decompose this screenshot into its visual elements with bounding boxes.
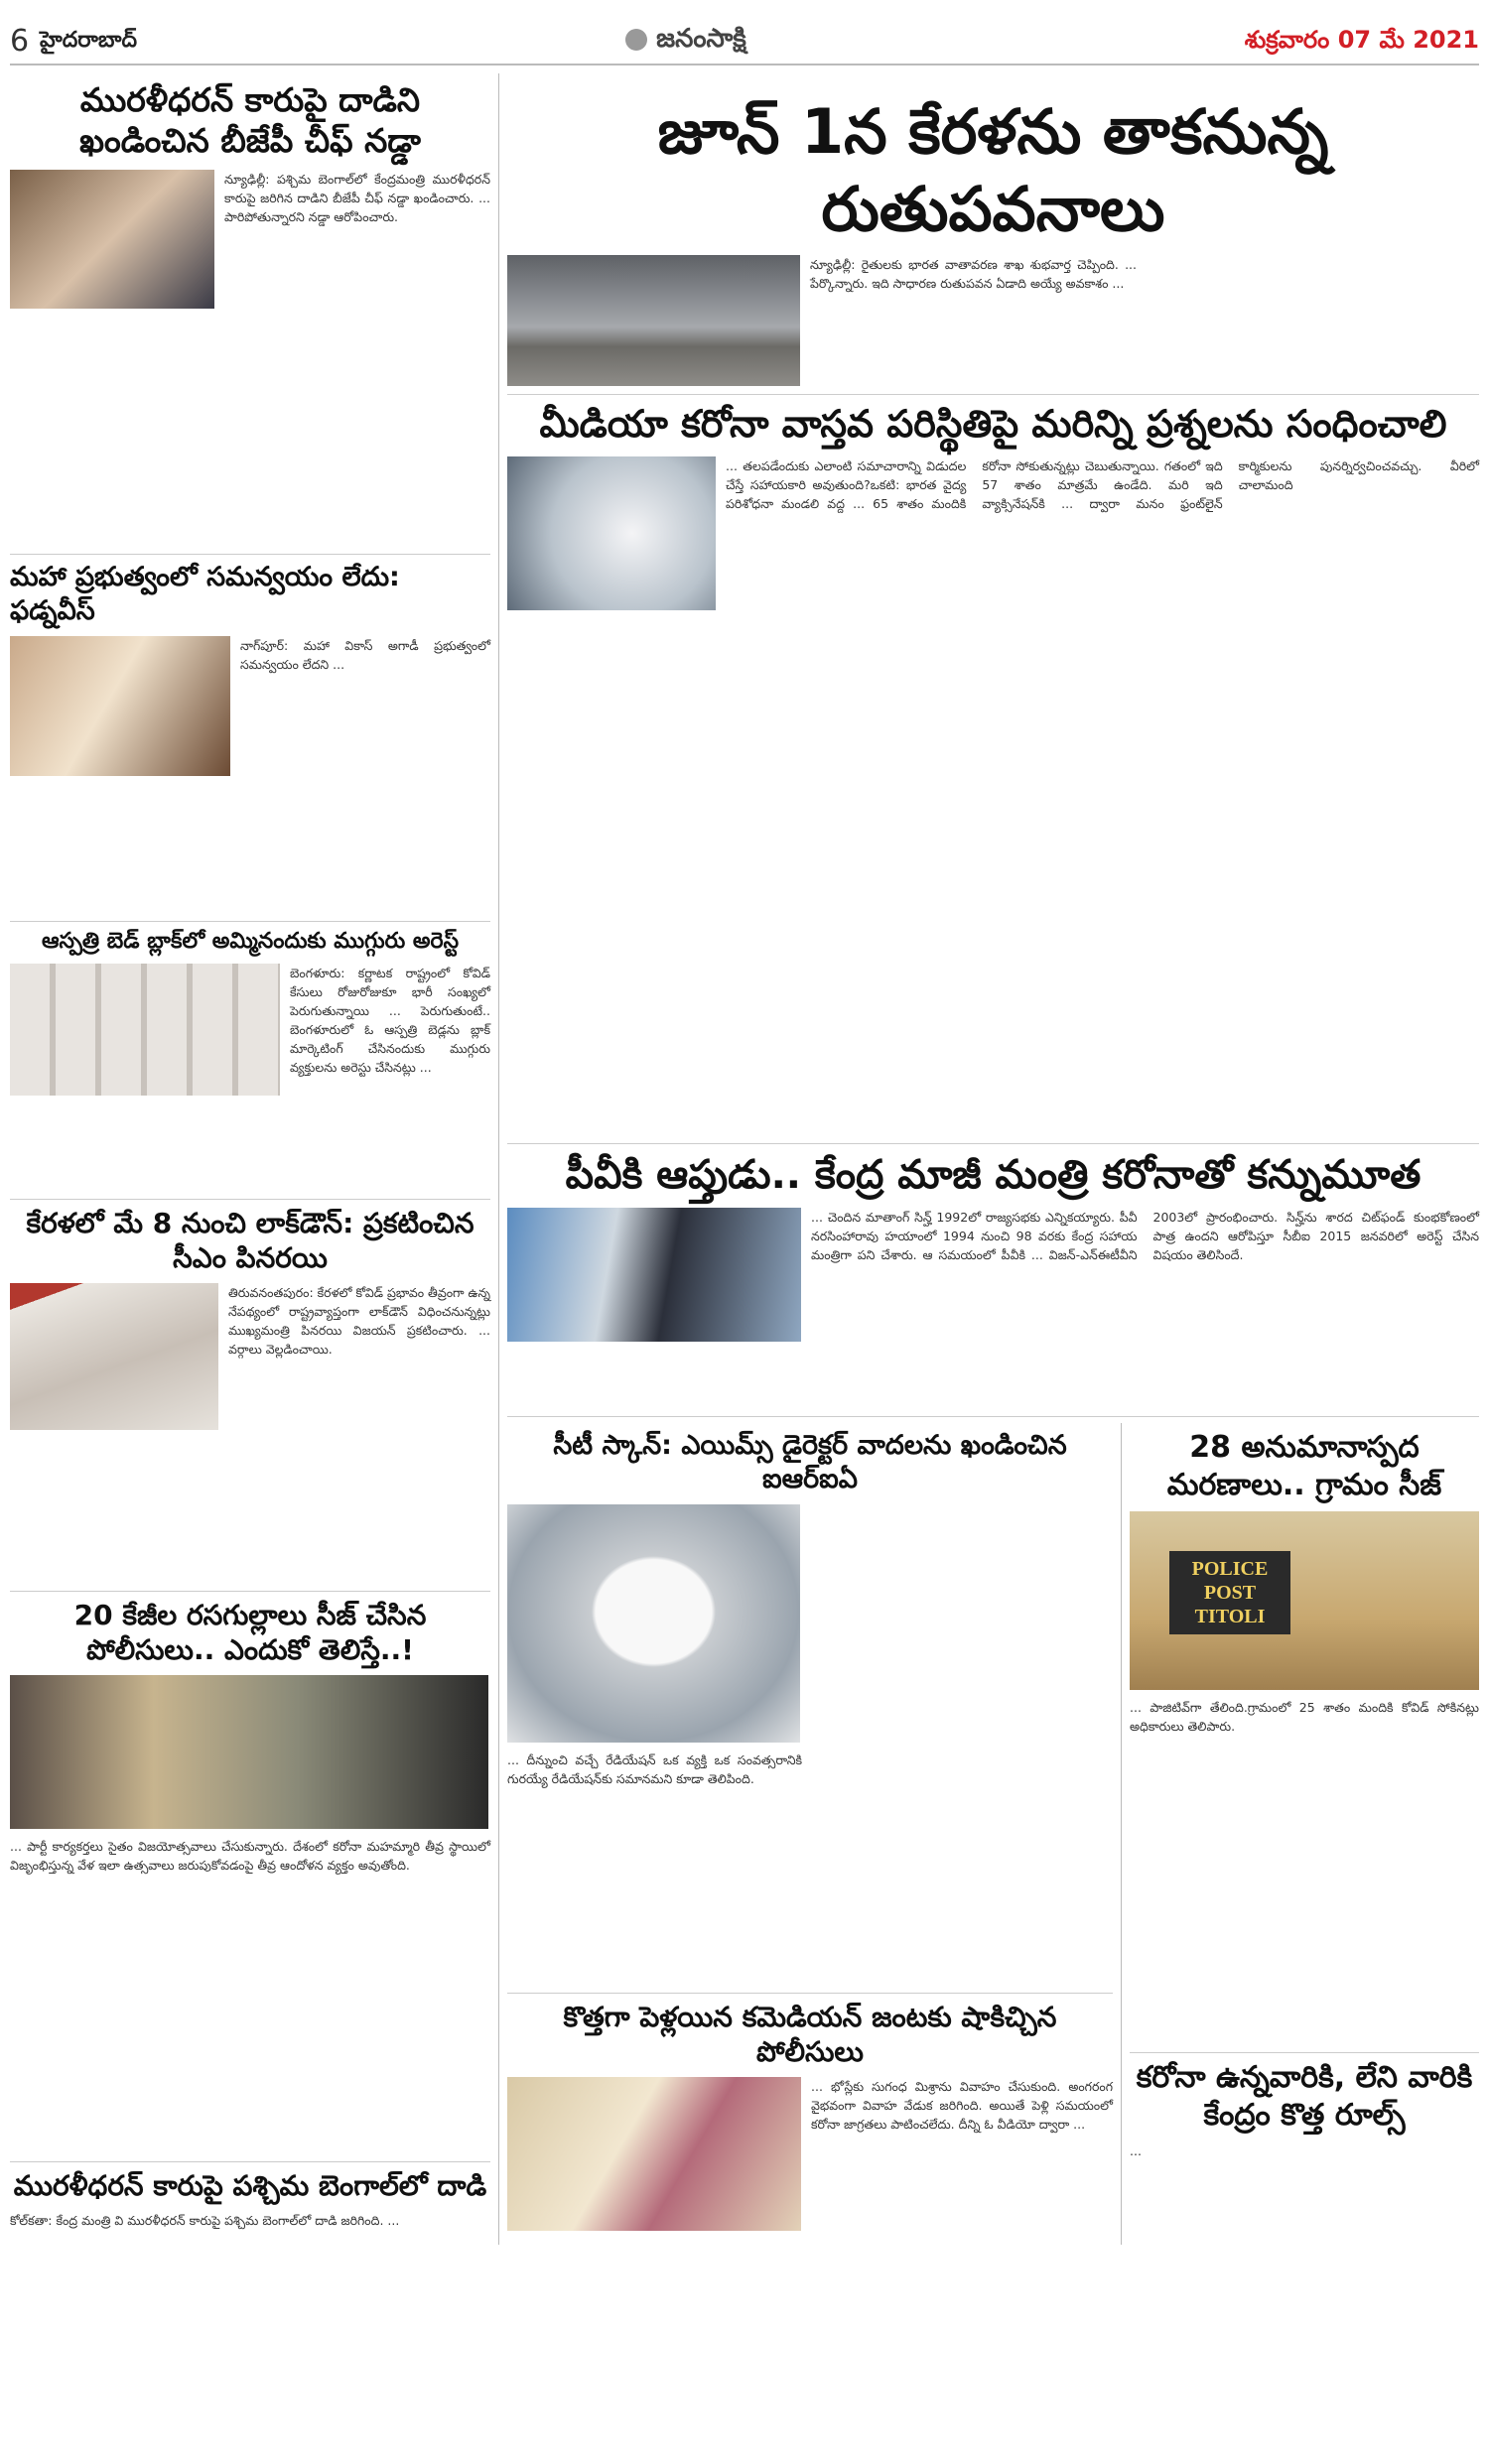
article-former-minister [507, 1150, 1479, 1417]
page-number: 6 [10, 24, 30, 59]
main-column [499, 73, 1479, 2245]
article-headline: 28 అనుమానాస్పద మరణాలు.. గ్రామం సీజ్ [1166, 1430, 1442, 1502]
left-column [10, 73, 499, 2245]
page-header [10, 20, 1479, 65]
masthead-logo [625, 24, 746, 60]
article-headline: సీటీ స్కాన్: ఎయిమ్స్ డైరెక్టర్ వాదలను ఖండించిన ఐఆర్ఐఏ [553, 1430, 1067, 1494]
article-village-seal [1130, 1429, 1479, 2053]
article-bengal-attack [10, 2168, 490, 2238]
article-body: తిరువనంతపురం: కేరళలో కోవిడ్ ప్రభావం తీవ్రంగా ఉన్న నేపథ్యంలో రాష్ట్రవ్యాప్తంగా లాక్‌డౌన్ విధించనున్నట్లు ముఖ్యమంత్రి పినరయి విజయన్ ప్రకటించారు. ... వర్గాలు వెల్లడించాయి. [228, 1285, 490, 1357]
article-headline: కొత్తగా పెళ్లయిన కమెడియన్ జంటకు షాకిచ్చిన పోలీసులు [563, 2001, 1057, 2068]
article-ct-scan [507, 1429, 1113, 1994]
article-photo [10, 1675, 488, 1829]
article-body: బెంగళూరు: కర్ణాటక రాష్ట్రంలో కోవిడ్ కేసులు రోజురోజుకూ భారీ సంఖ్యలో పెరుగుతున్నాయి ... పెరుగుతుంటే.. బెంగళూరులో ఓ ఆస్పత్రి బెడ్లను బ్లాక్ మార్కెటింగ్ చేసినందుకు ముగ్గురు వ్యక్తులను అరెస్టు చేసినట్లు ... [290, 965, 490, 1075]
article-fadnavis [10, 561, 490, 922]
article-body: ... తలపడేందుకు ఎలాంటి సమాచారాన్ని విడుదల చేస్తే సహాయకారి అవుతుంది?ఒకటి: భారత వైద్య పరిశోధనా మండలి వద్ద ... 65 శాతం మందికి కరోనా సోకుతున్నట్లు చెబుతున్నాయి. గతంలో ఇది 57 శాతం మాత్రమే ఉండేది. మరి ఇది వ్యాక్సినేషన్‌కి ... ద్వారా మనం ఫ్రంట్‌లైన్ కార్మికులను పునర్నిర్వచించవచ్చు. వీరిలో చాలామంది [726, 457, 1479, 511]
article-photo [507, 2077, 801, 2231]
article-monsoon [507, 93, 1479, 395]
issue-date: శుక్రవారం 07 మే 2021 [1244, 26, 1479, 54]
article-body: ... భోస్లేకు సుగంధ మిశ్రాను వివాహం చేసుకుంది. అంగరంగ వైభవంగా వివాహ వేడుక జరిగింది. అయితే పెళ్లి సమయంలో కరోనా జాగ్రతలు పాటించలేదు. దీన్ని ఓ వీడియో ద్వారా ... [811, 2079, 1113, 2132]
article-headline: మహా ప్రభుత్వంలో సమన్వయం లేదు: ఫడ్నవీస్ [10, 562, 400, 626]
article-body: కోల్‌కతా: కేంద్ర మంత్రి వి మురళీధరన్ కారుపై పశ్చిమ బెంగాల్‌లో దాడి జరిగింది. ... [10, 2213, 400, 2228]
article-body: న్యూఢిల్లీ: రైతులకు భారత వాతావరణ శాఖ శుభవార్త చెప్పింది. ... పేర్కొన్నారు. ఇది సాధారణ రుతుపవన ఏడాది అయ్యే అవకాశం ... [810, 257, 1137, 291]
lead-headline: జూన్ 1న కేరళను తాకనున్న రుతుపవనాలు [657, 95, 1329, 245]
article-body: న్యూఢిల్లీ: పశ్చిమ బెంగాల్‌లో కేంద్రమంత్రి మురళీధరన్ కారుపై జరిగిన దాడిని బీజేపీ చీఫ్ నడ్డా ఖండించారు. ... పారిపోతున్నారని నడ్డా ఆరోపించారు. [224, 171, 490, 224]
article-photo [10, 636, 230, 776]
article-photo [507, 1504, 800, 1743]
masthead-title: జనంసాక్షి [656, 24, 746, 54]
article-photo [10, 1283, 218, 1430]
article-media-corona [507, 401, 1479, 1144]
article-headline: కరోనా ఉన్నవారికి, లేని వారికి కేంద్రం కొత్త రూల్స్ [1136, 2060, 1473, 2133]
edition-label: హైదరాబాద్ [40, 28, 137, 53]
article-headline: ఆస్పత్రి బెడ్ బ్లాక్‌లో అమ్మినందుకు ముగ్గురు అరెస్ట్ [41, 929, 460, 954]
article-body: ... దీన్నుంచి వచ్చే రేడియేషన్ ఒక వ్యక్తి ఒక సంవత్సరానికి గురయ్యే రేడియేషన్‌కు సమానమని కూడా తెలిపింది. [507, 1751, 802, 1786]
article-headline: మురళీధరన్ కారుపై దాడిని ఖండించిన బీజేపీ చీఫ్ నడ్డా [79, 80, 421, 161]
article-body: ... పాజిటివ్‌గా తేలింది.గ్రామంలో 25 శాతం మందికి కోవిడ్ సోకినట్లు అధికారులు తెలిపారు. [1130, 1700, 1479, 1734]
article-new-rules [1130, 2059, 1479, 2168]
article-body: ... చెందిన మాతాంగ్ సిన్హ్ 1992లో రాజ్యసభకు ఎన్నికయ్యారు. పీవీ నరసింహారావు హయాంలో 1994 నుంచి 98 వరకు కేంద్ర సహాయ మంత్రిగా పని చేశారు. ఆ సమయంలో పీవీకి ... విజన్-ఎన్ఈటీవీని 2003లో ప్రారంభించారు. సిన్హ్‌ను శారద చిట్‌ఫండ్ కుంభకోణంలో పాత్ర ఉందని ఆరోపిస్తూ సీబీఐ 2015 జనవరిలో అరెస్ట్ చేసిన విషయం తెలిసిందే. [811, 1210, 1479, 1262]
article-photo [507, 456, 716, 610]
article-photo [10, 964, 280, 1096]
article-hospital-bed [10, 928, 490, 1200]
article-headline: కేరళలో మే 8 నుంచి లాక్‌డౌన్: ప్రకటించిన సీఎం పినరయి [26, 1207, 474, 1274]
article-photo [10, 170, 214, 309]
article-kerala-lockdown [10, 1206, 490, 1592]
article-photo [1130, 1511, 1479, 1690]
article-headline: 20 కేజీల రసగుల్లాలు సీజ్ చేసిన పోలీసులు.. ఎందుకో తెలిస్తే..! [73, 1599, 427, 1666]
right-column [1122, 1423, 1479, 2245]
article-comedian [507, 2000, 1113, 2239]
page-body [10, 73, 1479, 2245]
article-nadda [10, 79, 490, 555]
article-headline: మురళీధరన్ కారుపై పశ్చిమ బెంగాల్‌లో దాడి [13, 2169, 487, 2202]
masthead-emblem-icon [625, 29, 647, 51]
article-body: నాగ్‌పూర్: మహా వికాస్ అగాడీ ప్రభుత్వంలో సమన్వయం లేదని ... [240, 637, 490, 672]
article-body: ... [1130, 2143, 1142, 2158]
article-photo [507, 255, 800, 386]
article-rasagullas [10, 1598, 490, 2162]
police-post-sign: POLICE POST TITOLI [1169, 1551, 1290, 1634]
center-column [507, 1423, 1122, 2245]
lower-split [507, 1423, 1479, 2245]
article-headline: పీవీకి ఆప్తుడు.. కేంద్ర మాజీ మంత్రి కరోనాతో కన్నుమూత [565, 1152, 1421, 1198]
article-photo [507, 1208, 801, 1342]
article-body: ... పార్టీ కార్యకర్తలు సైతం విజయోత్సవాలు చేసుకున్నారు. దేశంలో కరోనా మహమ్మారి తీవ్ర స్థాయిలో విజృంభిస్తున్న వేళ ఇలా ఉత్సవాలు జరుపుకోవడంపై తీవ్ర ఆందోళన వ్యక్తం అవుతోంది. [10, 1839, 490, 1873]
article-headline: మీడియా కరోనా వాస్తవ పరిస్థితిపై మరిన్ని ప్రశ్నలను సంధించాలి [539, 402, 1447, 446]
